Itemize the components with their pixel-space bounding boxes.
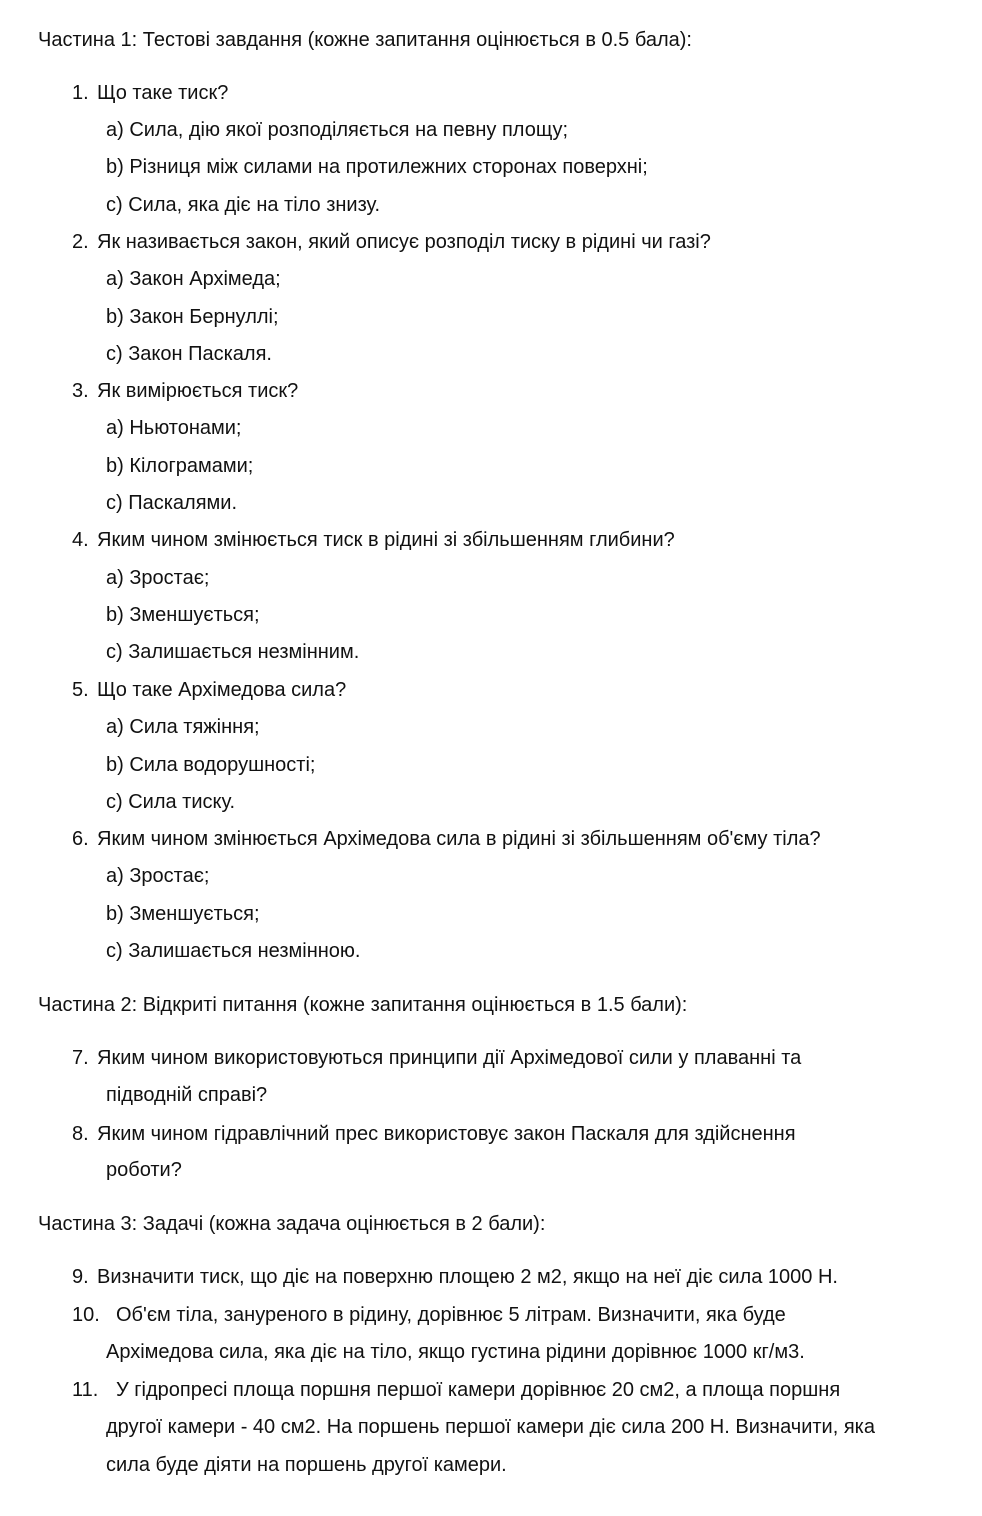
option-3a: a) Ньютонами;: [106, 417, 242, 439]
question-text: Як вимірюється тиск?: [97, 380, 299, 402]
question-number: 5.: [72, 679, 89, 701]
option-5a: a) Сила тяжіння;: [106, 716, 260, 738]
question-11: [72, 1378, 840, 1402]
question-text: Яким чином змінюється тиск в рідині зі збільшенням глибини?: [97, 529, 675, 551]
question-7: [72, 1046, 801, 1070]
question-number: 10.: [72, 1304, 100, 1326]
option-3c: c) Паскалями.: [106, 492, 238, 514]
question-number: 9.: [72, 1266, 89, 1288]
option-6c: c) Залишається незмінною.: [106, 940, 361, 962]
question-text: Яким чином змінюється Архімедова сила в рідині зі збільшенням об'єму тіла?: [97, 828, 821, 850]
option-5b: b) Сила водорушності;: [106, 754, 316, 776]
question-number: 6.: [72, 828, 89, 850]
question-number: 11.: [72, 1379, 99, 1401]
option-3b: b) Кілограмами;: [106, 455, 254, 477]
option-4a: a) Зростає;: [106, 567, 210, 589]
question-11-continuation-2: сила буде діяти на поршень другої камери.: [106, 1454, 507, 1476]
question-1: [72, 81, 228, 105]
question-8: [72, 1122, 796, 1146]
question-number: 1.: [72, 82, 89, 104]
option-4c: c) Залишається незмінним.: [106, 641, 360, 663]
question-number: 3.: [72, 380, 89, 402]
question-number: 8.: [72, 1123, 89, 1145]
option-4b: b) Зменшується;: [106, 604, 260, 626]
question-text: Як називається закон, який описує розподіл тиску в рідині чи газі?: [97, 231, 711, 253]
question-11-continuation-1: другої камери - 40 см2. На поршень першої камери діє сила 200 Н. Визначити, яка: [106, 1416, 875, 1438]
part-3-title: Частина 3: Задачі (кожна задача оцінюється в 2 бали):: [38, 1213, 546, 1235]
question-8-continuation: роботи?: [106, 1159, 182, 1181]
question-number: 4.: [72, 529, 89, 551]
question-text: Яким чином використовуються принципи дії Архімедової сили у плаванні та: [97, 1047, 802, 1069]
question-5: [72, 678, 346, 702]
option-5c: c) Сила тиску.: [106, 791, 236, 813]
question-10: [72, 1303, 786, 1327]
option-6a: a) Зростає;: [106, 865, 210, 887]
question-text: У гідропресі площа поршня першої камери дорівнює 20 см2, а площа поршня: [116, 1379, 841, 1401]
part-2-title: Частина 2: Відкриті питання (кожне запитання оцінюється в 1.5 бали):: [38, 994, 688, 1016]
option-6b: b) Зменшується;: [106, 903, 260, 925]
question-number: 2.: [72, 231, 89, 253]
question-4: [72, 528, 675, 552]
option-1a: a) Сила, дію якої розподіляється на певну площу;: [106, 119, 569, 141]
part-1-title: Частина 1: Тестові завдання (кожне запитання оцінюється в 0.5 бала):: [38, 29, 692, 51]
question-7-continuation: підводній справі?: [106, 1084, 268, 1106]
question-text: Що таке Архімедова сила?: [97, 679, 347, 701]
question-9: [72, 1265, 838, 1289]
question-text: Визначити тиск, що діє на поверхню площею 2 м2, якщо на неї діє сила 1000 Н.: [97, 1266, 838, 1288]
question-2: [72, 230, 711, 254]
option-2c: c) Закон Паскаля.: [106, 343, 272, 365]
option-1b: b) Різниця між силами на протилежних сторонах поверхні;: [106, 156, 648, 178]
question-text: Що таке тиск?: [97, 82, 229, 104]
question-3: [72, 379, 298, 403]
question-text: Об'єм тіла, зануреного в рідину, дорівнює 5 літрам. Визначити, яка буде: [116, 1304, 786, 1326]
option-1c: c) Сила, яка діє на тіло знизу.: [106, 194, 381, 216]
question-text: Яким чином гідравлічний прес використовує закон Паскаля для здійснення: [97, 1123, 796, 1145]
option-2b: b) Закон Бернуллі;: [106, 306, 279, 328]
option-2a: a) Закон Архімеда;: [106, 268, 281, 290]
question-6: [72, 827, 821, 851]
question-number: 7.: [72, 1047, 89, 1069]
question-10-continuation: Архімедова сила, яка діє на тіло, якщо густина рідини дорівнює 1000 кг/м3.: [106, 1341, 805, 1363]
